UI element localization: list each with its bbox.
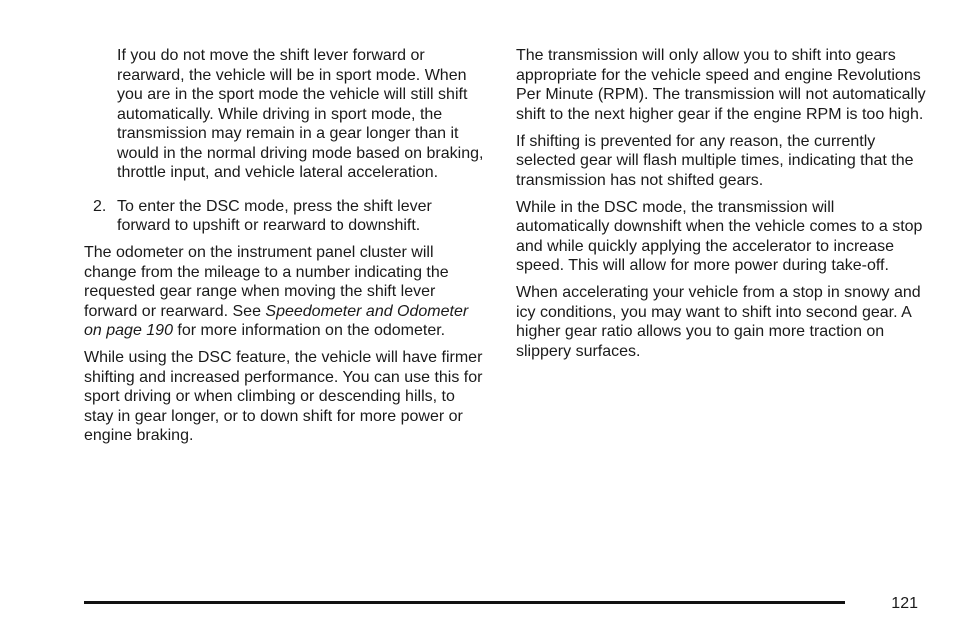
snowy-conditions-paragraph: When accelerating your vehicle from a stop in snowy and icy conditions, you may want to shift into second gear. A higher gear ratio allows you to gain more traction on slippery surfaces. (516, 284, 921, 360)
speedometer-odometer-reference: Speedometer and Odometer on page 190 (84, 302, 469, 339)
odometer-text-before: The odometer on the instrument panel cluster will change from the mileage to a number indicating the requested gear range when moving the shift lever forward or rearward. See (84, 244, 449, 320)
auto-downshift-paragraph: While in the DSC mode, the transmission will automatically downshift when the vehicle comes to a stop and while quickly applying the accelerator to increase speed. This will allow for more power during take-off. (516, 198, 923, 274)
step-2-number: 2. (93, 197, 107, 215)
step-2 (93, 197, 488, 236)
sport-mode-note: If you do not move the shift lever forward or rearward, the vehicle will be in sport mode. When you are in the sport mode the vehicle will still shift automatically. While driving in sport mode, the transmission may remain in a gear longer than it would in the normal driving mode based on braking, throttle input, and vehicle lateral acceleration. (117, 47, 484, 181)
odometer-text-after: for more information on the odometer. (172, 322, 446, 339)
rpm-paragraph: The transmission will only allow you to shift into gears appropriate for the vehicle speed and engine Revolutions Per Minute (RPM). The transmission will not automatically shift to the next higher gear if the engine RPM is too high. (516, 47, 926, 123)
dsc-feature-paragraph: While using the DSC feature, the vehicle will have firmer shifting and increased performance. You can use this for sport driving or when climbing or descending hills, to stay in gear longer, or to down shift for more power or engine braking. (84, 349, 483, 444)
page-number: 121 (891, 595, 918, 612)
odometer-paragraph (84, 243, 488, 341)
footer-rule (84, 601, 845, 604)
step-2-text: To enter the DSC mode, press the shift lever forward to upshift or rearward to downshift. (117, 197, 432, 234)
left-column (84, 46, 488, 453)
right-column (516, 46, 926, 369)
shift-prevented-paragraph: If shifting is prevented for any reason, the currently selected gear will flash multiple times, indicating that the transmission has not shifted gears. (516, 132, 914, 189)
